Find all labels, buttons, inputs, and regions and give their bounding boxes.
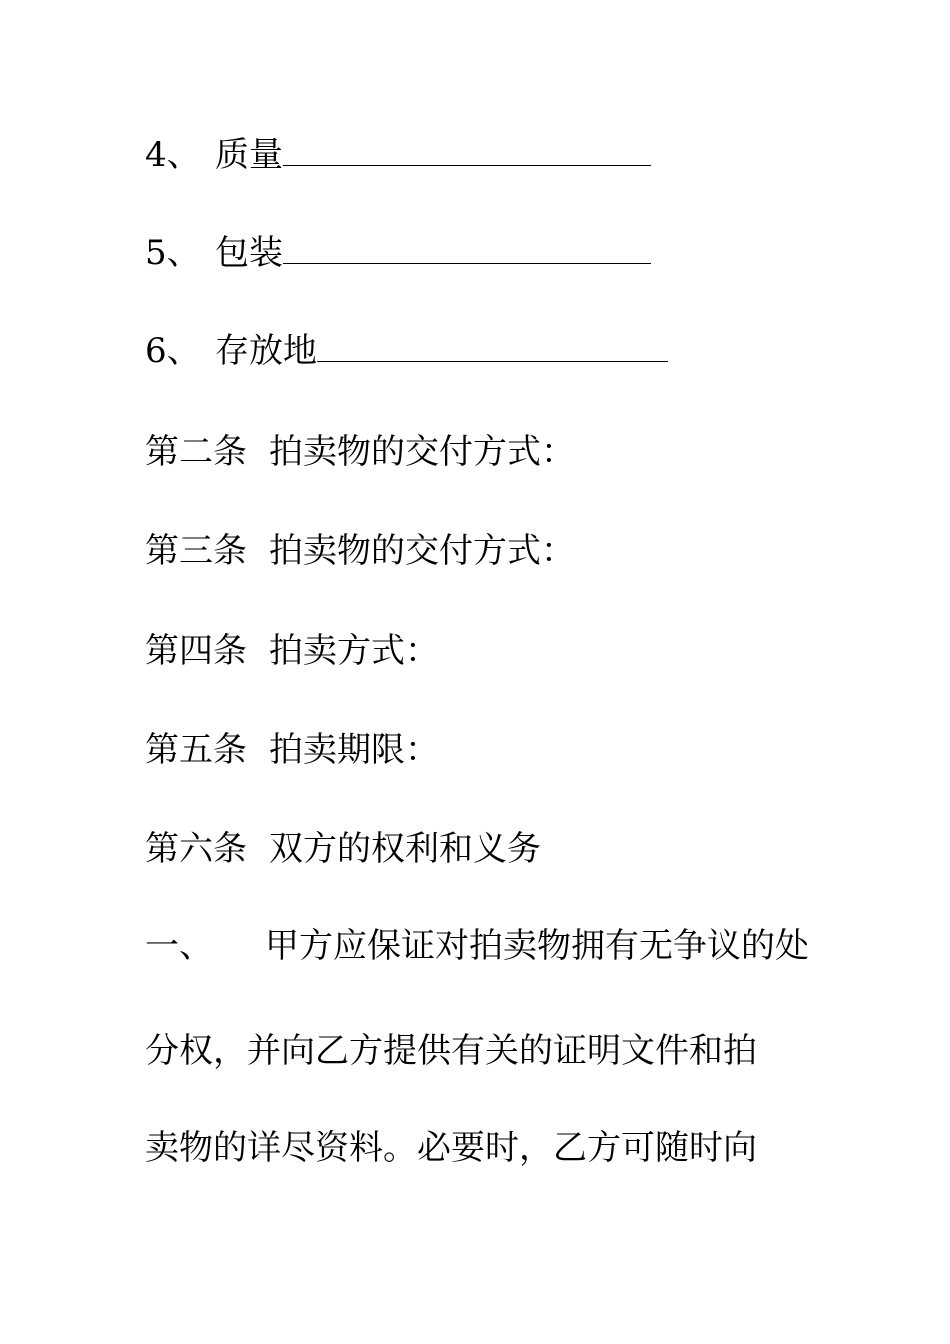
article-text: 拍卖方式： (269, 631, 439, 671)
item-number: 5、 (145, 233, 201, 273)
fill-in-blank[interactable] (283, 235, 651, 264)
article-text: 拍卖物的交付方式： (269, 432, 575, 472)
clause-text: 甲方应保证对拍卖物拥有无争议的处 (265, 926, 809, 966)
item-number: 6、 (145, 331, 201, 371)
article-text: 拍卖期限： (269, 730, 439, 770)
clause-line-3 (145, 1128, 757, 1168)
article-4 (145, 631, 439, 671)
clause-text: 卖物的详尽资料。必要时，乙方可随时向 (145, 1128, 757, 1168)
fill-in-blank[interactable] (317, 333, 668, 362)
item-label: 包装 (215, 233, 283, 273)
article-heading: 第二条 (145, 432, 247, 472)
item-number: 4、 (145, 135, 201, 175)
article-text: 拍卖物的交付方式： (269, 531, 575, 571)
article-6 (145, 829, 541, 869)
article-2 (145, 432, 575, 472)
clause-text: 分权，并向乙方提供有关的证明文件和拍 (145, 1031, 757, 1071)
item-label: 质量 (215, 135, 283, 175)
article-heading: 第六条 (145, 829, 247, 869)
item-storage-location (145, 331, 668, 371)
article-3 (145, 531, 575, 571)
article-heading: 第四条 (145, 631, 247, 671)
article-heading: 第五条 (145, 730, 247, 770)
clause-line-1 (145, 926, 809, 966)
fill-in-blank[interactable] (283, 137, 651, 166)
item-packaging (145, 233, 651, 273)
clause-number: 一、 (145, 926, 213, 966)
article-text: 双方的权利和义务 (269, 829, 541, 869)
item-quality (145, 135, 651, 175)
article-5 (145, 730, 439, 770)
article-heading: 第三条 (145, 531, 247, 571)
item-label: 存放地 (215, 331, 317, 371)
clause-line-2 (145, 1031, 757, 1071)
